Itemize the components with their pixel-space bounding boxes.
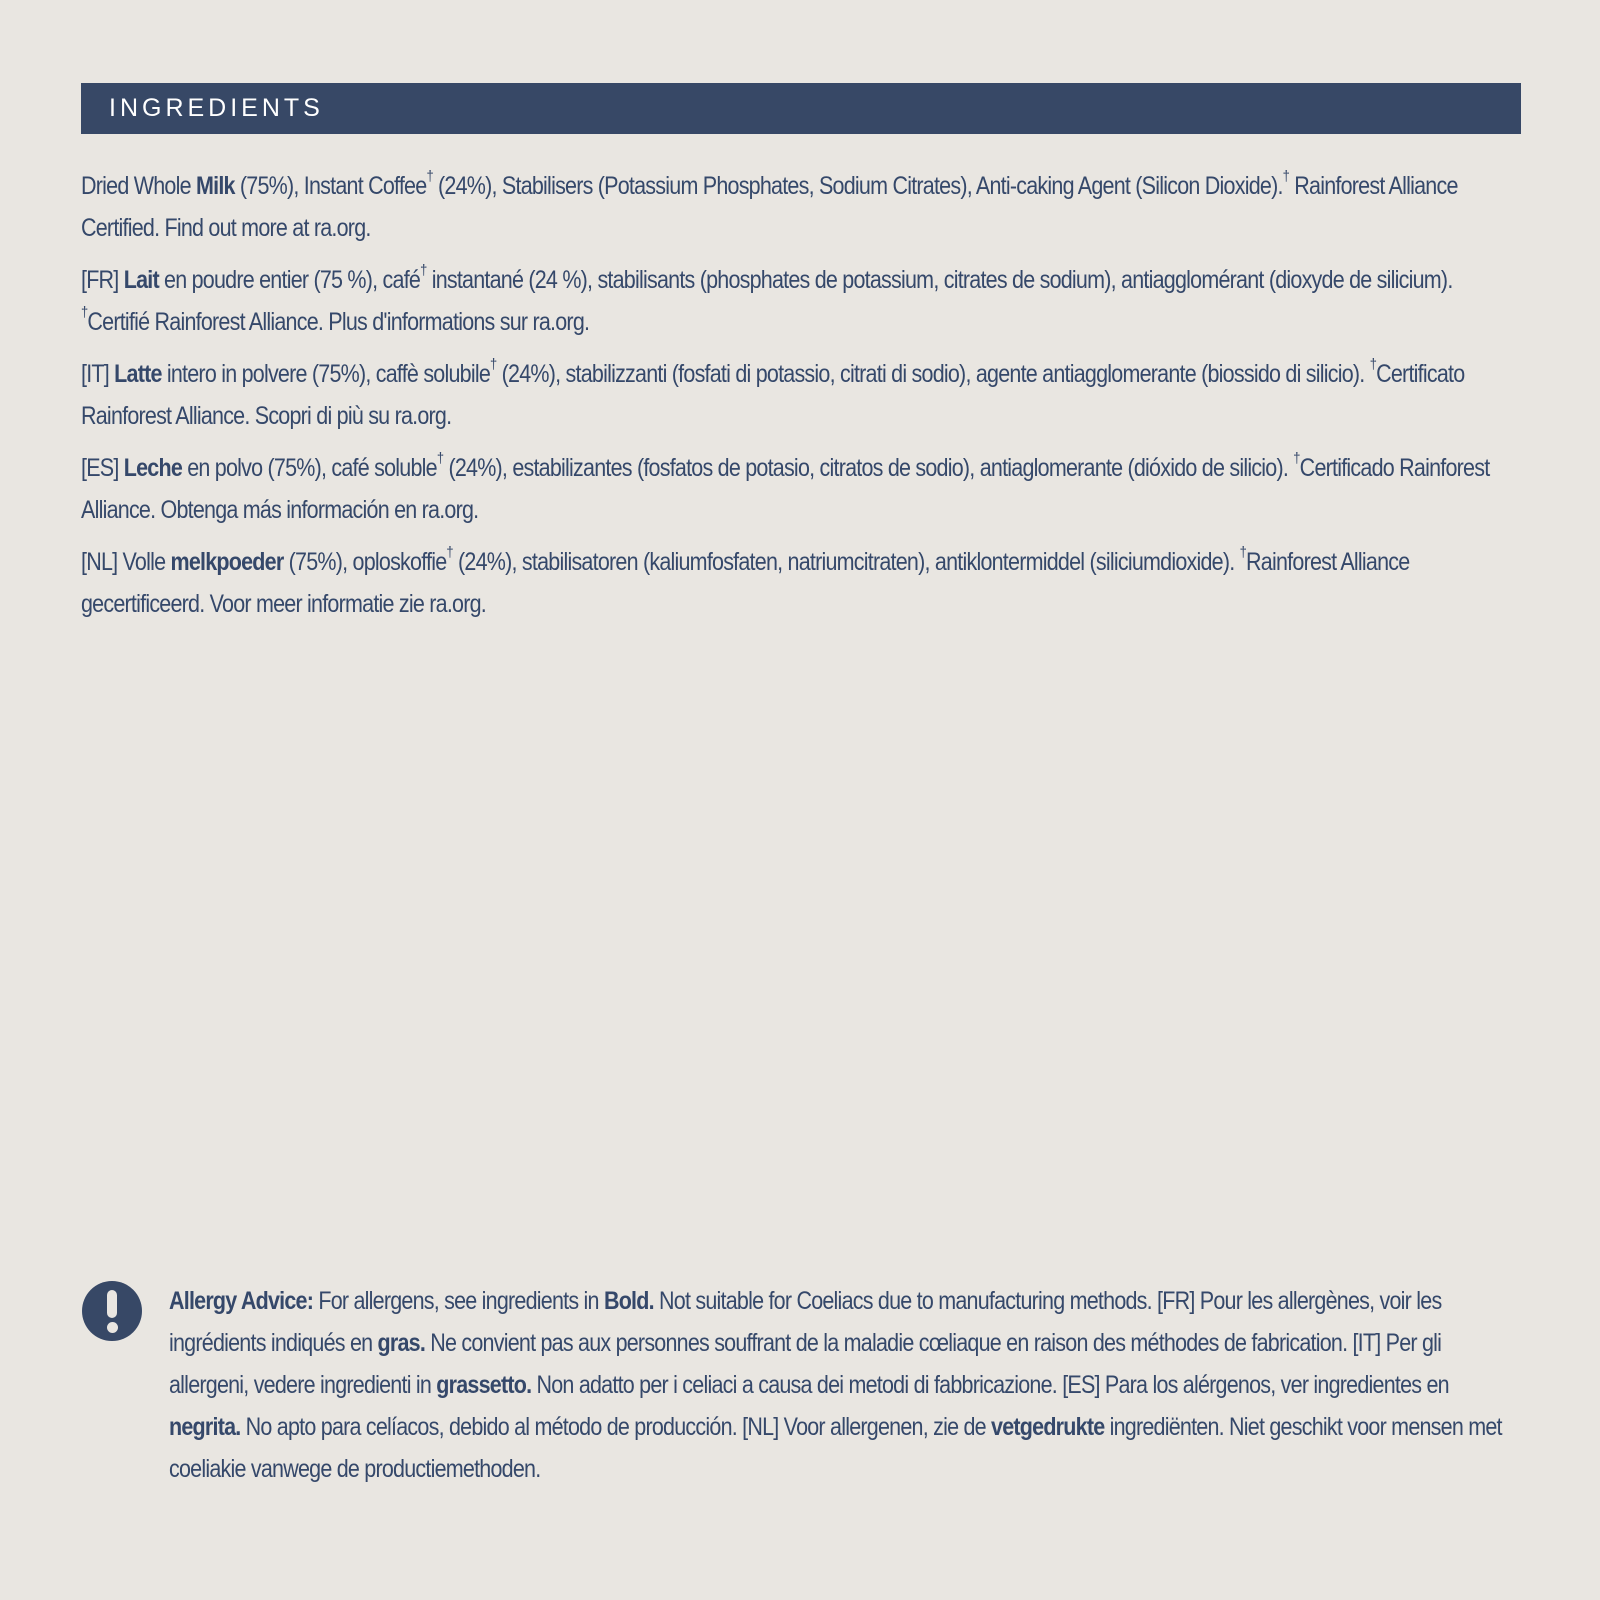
ingredients-nl-text: (75%), oploskoffie (283, 548, 447, 576)
ingredients-en-pre: Dried Whole (81, 172, 196, 200)
ingredients-es-text: Certificado Rainforest Alliance. Obtenga más información en ra.org. (81, 454, 1490, 524)
ingredients-it-text: intero in polvere (75%), caffè solubile (161, 360, 491, 388)
dagger-mark: † (1293, 450, 1300, 467)
ingredients-en-text: (75%), Instant Coffee (234, 172, 427, 200)
allergy-advice (169, 1280, 1519, 1490)
lang-tag-nl: [NL] Volle (81, 548, 171, 576)
allergen-milk: Milk (195, 172, 235, 200)
allergy-fr-text: [FR] Pour les allergènes, voir les ingrédients indiqués en (169, 1287, 1442, 1357)
allergy-es-post: No apto para celíacos, debido al método de producción. (240, 1413, 743, 1441)
exclamation-icon (82, 1281, 142, 1341)
dagger-mark: † (436, 450, 444, 467)
ingredients-es-text: en polvo (75%), café soluble (182, 454, 437, 482)
dagger-mark: † (446, 544, 453, 561)
allergy-fr-post: Ne convient pas aux personnes souffrant de la maladie cœliaque en raison des méthodes de fabrication. (425, 1329, 1353, 1357)
ingredients-nl-text: Rainforest Alliance gecertificeerd. Voor meer informatie zie ra.org. (81, 548, 1410, 618)
ingredients-it-text: Certificato Rainforest Alliance. Scopri di più su ra.org. (81, 360, 1465, 430)
allergen-melkpoeder: melkpoeder (170, 548, 284, 576)
lang-tag-it: [IT] (81, 360, 115, 388)
allergen-latte: Latte (114, 360, 162, 388)
ingredients-fr-text: en poudre entier (75 %), café (158, 266, 421, 294)
allergy-nl-post: ingrediënten. Niet geschikt voor mensen met coeliakie vanwege de productiemethoden. (169, 1413, 1502, 1483)
allergy-en-post: Not suitable for Coeliacs due to manufacturing methods. (653, 1287, 1152, 1315)
allergen-lait: Lait (123, 266, 159, 294)
allergy-nl-bold: vetgedrukte (991, 1413, 1105, 1441)
allergy-en-bold: Bold. (603, 1287, 654, 1315)
allergy-it-text: [IT] Per gli allergeni, vedere ingredienti in (169, 1329, 1442, 1399)
exclamation-bar (107, 1290, 117, 1318)
ingredients-nl (81, 541, 1522, 625)
ingredients-en (81, 165, 1522, 249)
ingredients-es-text: (24%), estabilizantes (fosfatos de potasio, citratos de sodio), antiaglomerante (dióxido de silicio). (443, 454, 1294, 482)
lang-tag-fr: [FR] (81, 266, 124, 294)
dagger-mark: † (81, 304, 88, 321)
allergy-es-bold: negrita. (169, 1413, 241, 1441)
ingredients-es (81, 447, 1522, 531)
allergy-nl-text: [NL] Voor allergenen, zie de (742, 1413, 992, 1441)
allergy-label: Allergy Advice: (169, 1287, 314, 1315)
ingredients-en-text: Rainforest Alliance Certified. Find out more at ra.org. (81, 172, 1458, 242)
lang-tag-es: [ES] (81, 454, 124, 482)
ingredients-fr-text: Certifié Rainforest Alliance. Plus d'informations sur ra.org. (87, 308, 590, 336)
ingredients-section (81, 165, 1521, 635)
ingredients-fr-text: instantané (24 %), stabilisants (phosphates de potassium, citrates de sodium), antiagglomérant (dioxyde de silicium). (426, 266, 1453, 294)
ingredients-fr (81, 259, 1522, 343)
ingredients-en-text: (24%), Stabilisers (Potassium Phosphates, Sodium Citrates), Anti-caking Agent (Silicon Dioxide). (432, 172, 1283, 200)
allergy-en-text: For allergens, see ingredients in (313, 1287, 604, 1315)
allergy-it-post: Non adatto per i celiaci a causa dei metodi di fabbricazione. (531, 1371, 1063, 1399)
ingredients-it-text: (24%), stabilizzanti (fosfati di potassio, citrati di sodio), agente antiagglomerante (biossido di silicio). (496, 360, 1370, 388)
allergy-fr-bold: gras. (377, 1329, 426, 1357)
dagger-mark: † (1282, 168, 1290, 185)
dagger-mark: † (490, 356, 497, 373)
allergy-es-text: [ES] Para los alérgenos, ver ingredientes en (1062, 1371, 1449, 1399)
ingredients-header-bar (81, 83, 1521, 134)
ingredients-title: INGREDIENTS (109, 94, 324, 122)
dagger-mark: † (1239, 544, 1247, 561)
allergy-it-bold: grassetto. (436, 1371, 532, 1399)
exclamation-dot (107, 1322, 118, 1333)
ingredients-nl-text: (24%), stabilisatoren (kaliumfosfaten, natriumcitraten), antiklontermiddel (siliciumdioxide). (452, 548, 1240, 576)
dagger-mark: † (1369, 356, 1377, 373)
dagger-mark: † (420, 262, 427, 279)
ingredients-it (81, 353, 1522, 437)
dagger-mark: † (426, 168, 433, 185)
allergen-leche: Leche (123, 454, 183, 482)
